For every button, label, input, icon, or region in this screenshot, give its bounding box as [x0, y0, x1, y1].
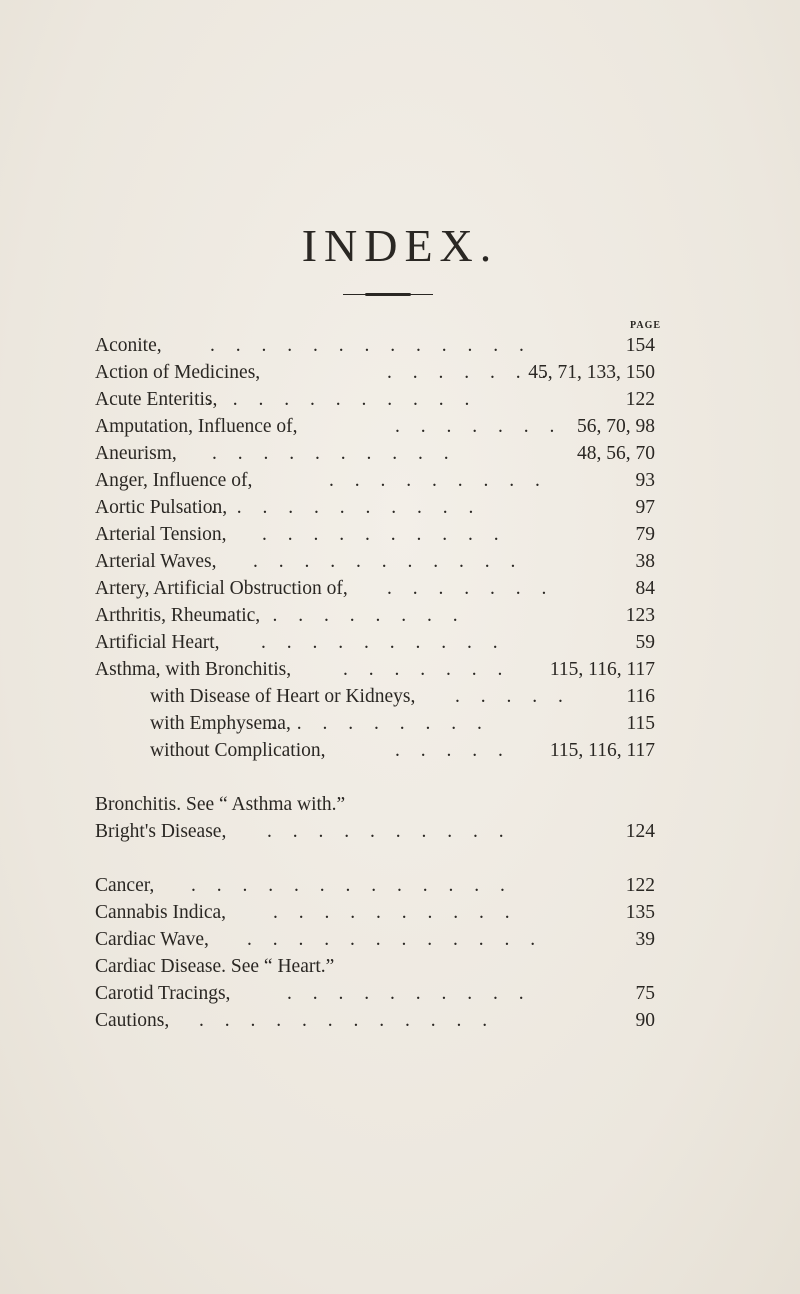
leader-dots: . . . . . . . . . . — [212, 443, 457, 464]
entry-label: Cardiac Disease. See “ Heart.” — [95, 956, 335, 977]
leader-dots: . . . . . . . — [387, 362, 555, 383]
index-entry — [95, 630, 655, 656]
entry-label: Arterial Tension, — [95, 524, 227, 545]
entry-page-numbers: 38 — [635, 551, 655, 572]
entry-page-numbers: 124 — [625, 821, 655, 842]
index-entry — [95, 900, 655, 926]
entry-page-numbers: 122 — [625, 875, 655, 896]
entry-label: Bright's Disease, — [95, 821, 227, 842]
entry-page-numbers: 75 — [635, 983, 655, 1004]
entry-label: Bronchitis. See “ Asthma with.” — [95, 794, 346, 815]
index-entry — [95, 576, 655, 602]
entry-page-numbers: 59 — [635, 632, 655, 653]
leader-dots: . . . . . . . . . . . . . — [191, 875, 513, 896]
leader-dots: . . . . . — [395, 740, 511, 761]
leader-dots: . . . . . . . . . . — [273, 902, 518, 923]
entry-label: Aneurism, — [95, 443, 177, 464]
entry-label: Carotid Tracings, — [95, 983, 231, 1004]
index-entry — [95, 819, 655, 845]
entry-label: Anger, Influence of, — [95, 470, 253, 491]
entry-page-numbers: 90 — [635, 1010, 655, 1031]
entry-page-numbers: 154 — [625, 335, 655, 356]
leader-dots: . . . . . . . . . . . — [211, 497, 482, 518]
index-entry — [95, 387, 655, 413]
index-entry — [95, 441, 655, 467]
entry-label: Artificial Heart, — [95, 632, 220, 653]
entry-page-numbers: 116 — [626, 686, 655, 707]
entry-label: without Complication, — [150, 740, 326, 761]
index-entry — [95, 981, 655, 1007]
index-entry — [95, 954, 655, 980]
entry-label: Artery, Artificial Obstruction of, — [95, 578, 348, 599]
entry-page-numbers: 39 — [635, 929, 655, 950]
entry-label: Cardiac Wave, — [95, 929, 209, 950]
entry-page-numbers: 115, 116, 117 — [549, 740, 655, 761]
leader-dots: . . . . . . . . . . — [261, 632, 506, 653]
leader-dots: . . . . . — [455, 686, 571, 707]
index-entry — [95, 603, 655, 629]
index-entry — [95, 873, 655, 899]
leader-dots: . . . . . . . . . . . — [253, 551, 524, 572]
index-entry — [95, 522, 655, 548]
index-entry — [95, 333, 655, 359]
entry-page-numbers: 93 — [635, 470, 655, 491]
leader-dots: . . . . . . . — [387, 578, 555, 599]
entry-label: Acute Enteritis, — [95, 389, 218, 410]
leader-dots: . . . . . . . . . . . . — [247, 929, 544, 950]
page-title: INDEX. — [301, 220, 499, 271]
entry-label: with Disease of Heart or Kidneys, — [150, 686, 416, 707]
leader-dots: . . . . . . . . . . — [221, 605, 466, 626]
entry-page-numbers: 56, 70, 98 — [577, 416, 655, 437]
leader-dots: . . . . . . . . . . . . — [199, 1010, 496, 1031]
index-entry — [95, 684, 655, 710]
entry-label: Cannabis Indica, — [95, 902, 227, 923]
entry-label: Aortic Pulsation, — [95, 497, 228, 518]
leader-dots: . . . . . . . . . . — [267, 821, 512, 842]
entry-label: Amputation, Influence of, — [95, 416, 298, 437]
index-entry — [95, 495, 655, 521]
title-divider — [343, 294, 433, 296]
entry-label: Aconite, — [95, 335, 162, 356]
entry-page-numbers: 135 — [625, 902, 655, 923]
entry-label: with Emphysema, — [150, 713, 291, 734]
index-entry — [95, 549, 655, 575]
leader-dots: . . . . . . . — [343, 659, 511, 680]
entry-page-numbers: 45, 71, 133, 150 — [528, 362, 655, 383]
index-entry — [95, 657, 655, 683]
leader-dots: . . . . . . . — [395, 416, 563, 437]
leader-dots: . . . . . . . . . — [271, 713, 490, 734]
index-entry — [95, 711, 655, 737]
index-entry — [95, 468, 655, 494]
entry-page-numbers: 97 — [635, 497, 655, 518]
entry-page-numbers: 79 — [635, 524, 655, 545]
index-entry — [95, 738, 655, 764]
entry-label: Action of Medicines, — [95, 362, 261, 383]
entry-label: Cancer, — [95, 875, 155, 896]
entry-page-numbers: 115 — [626, 713, 655, 734]
leader-dots: . . . . . . . . . . . . . — [210, 335, 532, 356]
entry-page-numbers: 122 — [625, 389, 655, 410]
leader-dots: . . . . . . . . . . — [287, 983, 532, 1004]
index-entry — [95, 414, 655, 440]
leader-dots: . . . . . . . . . — [329, 470, 548, 491]
entry-label: Arterial Waves, — [95, 551, 217, 572]
entry-label: Cautions, — [95, 1010, 170, 1031]
entry-label: Arthritis, Rheumatic, — [95, 605, 261, 626]
index-entry — [95, 360, 655, 386]
page-column-header: PAGE — [630, 320, 662, 331]
entry-page-numbers: 115, 116, 117 — [549, 659, 655, 680]
index-entry — [95, 927, 655, 953]
index-entry — [95, 792, 655, 818]
entry-page-numbers: 48, 56, 70 — [577, 443, 655, 464]
leader-dots: . . . . . . . . . . . — [207, 389, 478, 410]
entry-label: Asthma, with Bronchitis, — [95, 659, 292, 680]
entry-page-numbers: 84 — [635, 578, 655, 599]
entry-page-numbers: 123 — [625, 605, 655, 626]
index-entry — [95, 1008, 655, 1034]
leader-dots: . . . . . . . . . . — [262, 524, 507, 545]
